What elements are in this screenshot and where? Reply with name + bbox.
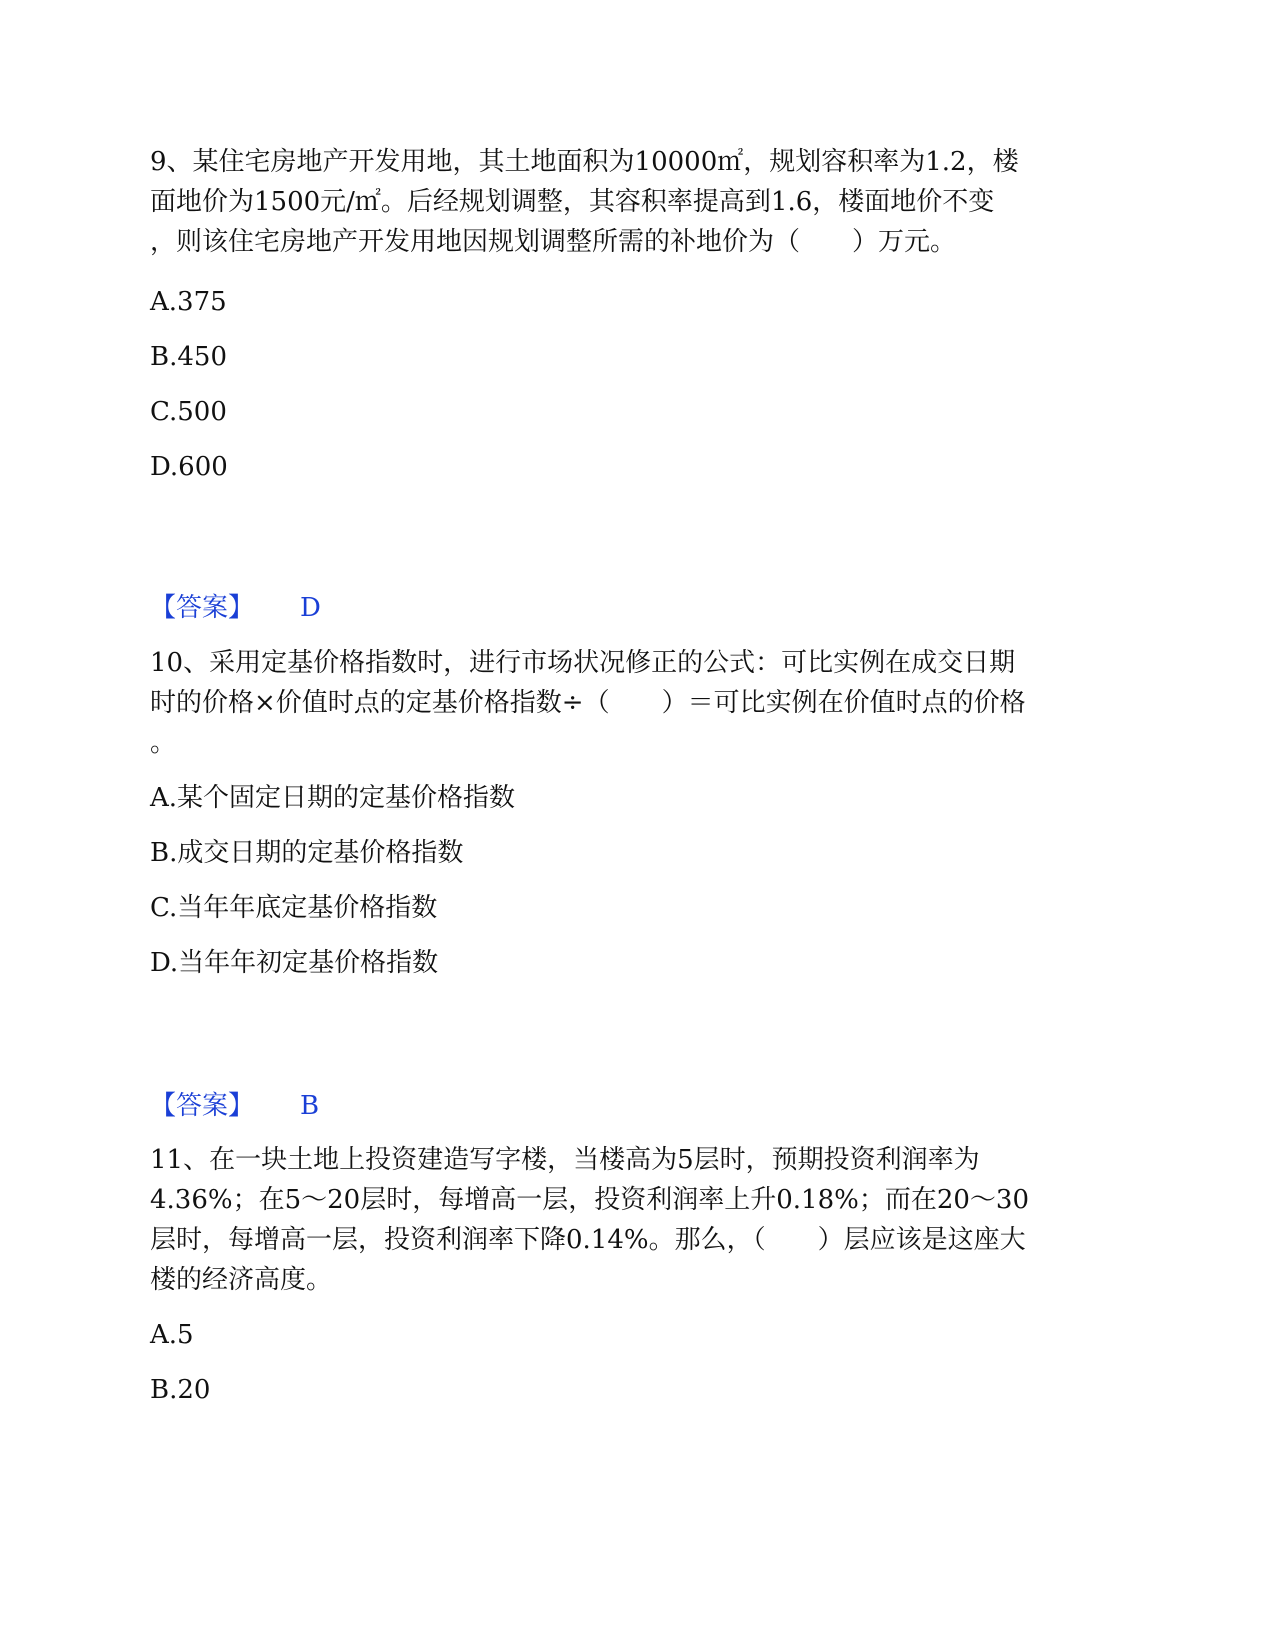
question-9-option-d: D.600	[150, 452, 228, 482]
answer-label: 【答案】	[150, 1091, 255, 1121]
question-10-option-a: A.某个固定日期的定基价格指数	[150, 783, 516, 813]
question-10-stem-line-3: 。	[150, 728, 177, 758]
question-9-stem-line-3: ，则该住宅房地产开发用地因规划调整所需的补地价为（ ）万元。	[150, 227, 957, 257]
question-9-option-a: A.375	[150, 287, 227, 317]
question-11-stem-line-2: 4.36%；在5～20层时，每增高一层，投资利润率上升0.18%；而在20～30	[150, 1185, 1029, 1215]
question-10-stem-line-2: 时的价格×价值时点的定基价格指数÷（ ）＝可比实例在价值时点的价格	[150, 688, 1026, 718]
question-11-stem-line-4: 楼的经济高度。	[150, 1265, 333, 1295]
question-10-option-b: B.成交日期的定基价格指数	[150, 838, 464, 868]
question-9-answer	[150, 588, 321, 628]
answer-value: B	[300, 1091, 320, 1121]
question-9-stem-line-1: 9、某住宅房地产开发用地，其土地面积为10000㎡，规划容积率为1.2，楼	[150, 147, 1019, 177]
question-9-option-c: C.500	[150, 397, 227, 427]
question-10-answer	[150, 1086, 319, 1126]
question-11-stem-line-3: 层时，每增高一层，投资利润率下降0.14%。那么，（ ）层应该是这座大	[150, 1225, 1026, 1255]
question-11-option-a: A.5	[150, 1320, 194, 1350]
question-9-stem-line-2: 面地价为1500元/㎡。后经规划调整，其容积率提高到1.6，楼面地价不变	[150, 187, 995, 217]
answer-value: D	[300, 593, 321, 623]
question-11-option-b: B.20	[150, 1375, 211, 1405]
question-9-option-b: B.450	[150, 342, 227, 372]
question-10-option-d: D.当年年初定基价格指数	[150, 948, 439, 978]
question-10-stem-line-1: 10、采用定基价格指数时，进行市场状况修正的公式：可比实例在成交日期	[150, 648, 1016, 678]
answer-label: 【答案】	[150, 593, 255, 623]
question-10-option-c: C.当年年底定基价格指数	[150, 893, 438, 923]
question-11-stem-line-1: 11、在一块土地上投资建造写字楼，当楼高为5层时，预期投资利润率为	[150, 1145, 980, 1175]
